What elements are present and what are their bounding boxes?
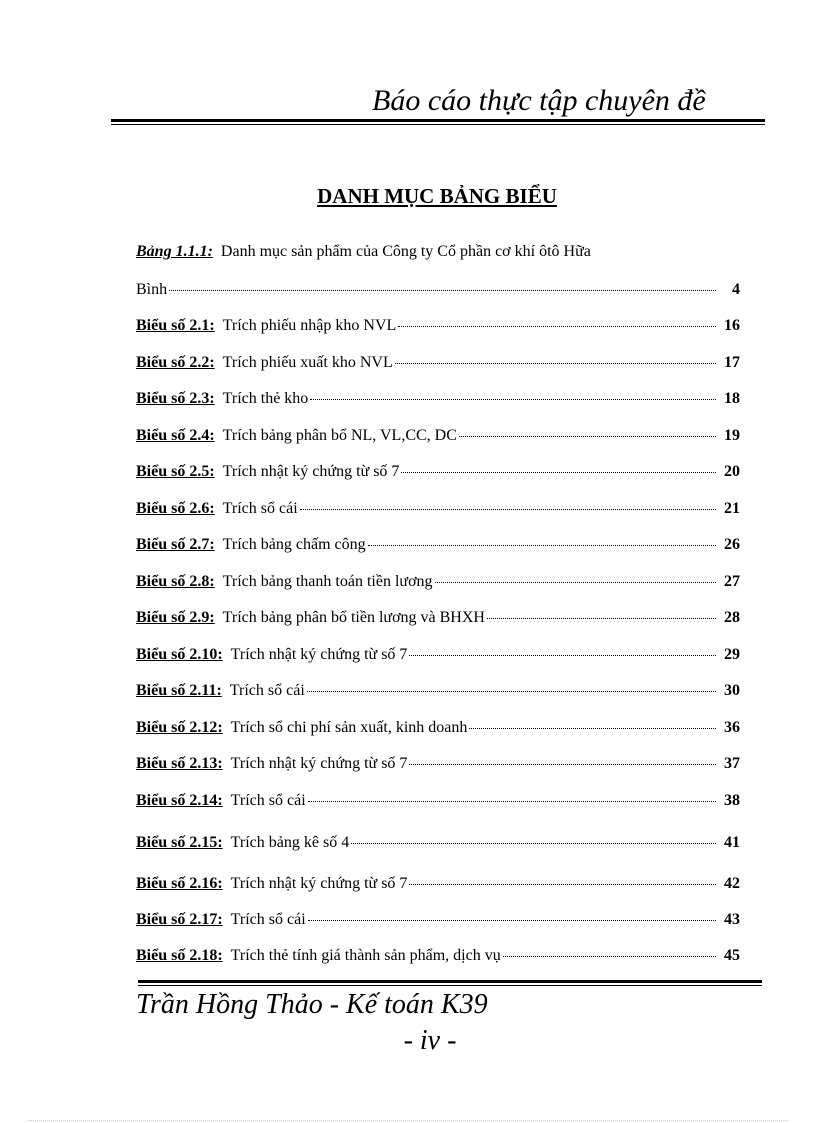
toc-entry-text: Trích thẻ tính giá thành sản phẩm, dịch vụ <box>230 947 501 964</box>
toc-entry-page: 27 <box>724 573 740 590</box>
toc-entry-label: Biểu số 2.3: <box>136 390 215 407</box>
toc-entry[interactable] <box>136 680 740 702</box>
dot-leader <box>409 654 716 656</box>
toc-entry-label: Biểu số 2.2: <box>136 354 215 371</box>
toc-entry-label: Biểu số 2.7: <box>136 536 215 553</box>
dot-leader <box>368 544 716 546</box>
toc-entry-label: Biểu số 2.16: <box>136 875 223 892</box>
toc-entry-page: 30 <box>724 682 740 699</box>
toc-entry-label: Biểu số 2.6: <box>136 500 215 517</box>
dot-leader <box>169 289 716 291</box>
dot-leader <box>351 842 716 844</box>
toc-entry[interactable] <box>136 790 740 812</box>
toc-entry-text: Trích sổ cái <box>222 500 298 517</box>
toc-entry[interactable] <box>136 571 740 593</box>
toc-entry-page: 38 <box>724 792 740 809</box>
toc-entry-label: Biểu số 2.14: <box>136 792 223 809</box>
toc-entry-text: Trích thẻ kho <box>222 390 309 407</box>
toc-entry-text: Danh mục sản phẩm của Công ty Cổ phần cơ khí ôtô Hữa <box>220 243 591 260</box>
dot-leader <box>395 362 716 364</box>
toc-entry-page: 41 <box>724 834 740 851</box>
header-rule-thick <box>111 119 765 122</box>
page-edge-divider <box>28 1120 788 1121</box>
dot-leader <box>409 763 716 765</box>
toc-entry[interactable] <box>136 534 740 556</box>
document-header-title: Báo cáo thực tập chuyên đề <box>372 84 706 117</box>
dot-leader <box>308 919 716 921</box>
toc-entry[interactable] <box>136 945 740 967</box>
dot-leader <box>401 471 716 473</box>
toc-entry-text: Trích bảng phân bổ tiền lương và BHXH <box>222 609 485 626</box>
footer-rule-thin <box>138 985 762 986</box>
dot-leader <box>310 398 716 400</box>
toc-entry[interactable] <box>136 388 740 410</box>
toc-entry[interactable] <box>136 909 740 931</box>
toc-entry[interactable] <box>136 832 740 854</box>
footer-rule-thick <box>138 980 762 983</box>
toc-entry[interactable] <box>136 607 740 629</box>
toc-entry-text: Trích sổ cái <box>230 792 306 809</box>
toc-entry-label: Biểu số 2.9: <box>136 609 215 626</box>
toc-entry-label: Biểu số 2.11: <box>136 682 222 699</box>
toc-entry[interactable] <box>136 425 740 447</box>
toc-entry-text: Trích sổ cái <box>230 911 306 928</box>
toc-entry-bang-1-1-1-continued[interactable] <box>136 279 740 301</box>
toc-entry-page: 18 <box>724 390 740 407</box>
dot-leader <box>308 800 716 802</box>
toc-entry-label: Biểu số 2.10: <box>136 646 223 663</box>
dot-leader <box>398 325 716 327</box>
toc-entry[interactable] <box>136 498 740 520</box>
toc-entry[interactable] <box>136 315 740 337</box>
toc-entry-text: Trích nhật ký chứng từ số 7 <box>230 646 408 663</box>
toc-entry-text: Trích sổ chi phí sản xuất, kinh doanh <box>230 719 468 736</box>
toc-entry-page: 42 <box>724 875 740 892</box>
toc-entry-text: Trích bảng chấm công <box>222 536 366 553</box>
toc-entry-text: Trích bảng phân bổ NL, VL,CC, DC <box>222 427 457 444</box>
toc-entry-label: Biểu số 2.13: <box>136 755 223 772</box>
toc-entry[interactable] <box>136 717 740 739</box>
toc-entry-page: 16 <box>724 317 740 334</box>
toc-entry-page: 20 <box>724 463 740 480</box>
toc-entry-label: Biểu số 2.5: <box>136 463 215 480</box>
toc-entry-page: 43 <box>724 911 740 928</box>
toc-entry-label: Biểu số 2.1: <box>136 317 215 334</box>
toc-entry-page: 36 <box>724 719 740 736</box>
toc-entry-page: 45 <box>724 947 740 964</box>
toc-entry-text: Trích bảng thanh toán tiền lương <box>222 573 433 590</box>
dot-leader <box>300 508 716 510</box>
toc-entry-page: 37 <box>724 755 740 772</box>
toc-entry-page: 17 <box>724 354 740 371</box>
toc-entry-page: 28 <box>724 609 740 626</box>
toc-entry-label: Bảng 1.1.1: <box>136 243 213 260</box>
toc-entry-page: 29 <box>724 646 740 663</box>
toc-entry-text: Trích phiếu xuất kho NVL <box>222 354 393 371</box>
toc-entry-bang-1-1-1[interactable] <box>136 241 740 263</box>
toc-entry-page: 19 <box>724 427 740 444</box>
page-number: - iv - <box>403 1025 457 1056</box>
toc-entry-text: Trích bảng kê số 4 <box>230 834 350 851</box>
toc-entry-label: Biểu số 2.18: <box>136 947 223 964</box>
toc-entry-page: 4 <box>732 281 740 298</box>
toc-entry-text: Trích sổ cái <box>229 682 305 699</box>
toc-entry-label: Biểu số 2.4: <box>136 427 215 444</box>
dot-leader <box>307 690 716 692</box>
toc-entry-text: Trích nhật ký chứng từ số 7 <box>230 875 408 892</box>
dot-leader <box>469 727 716 729</box>
toc-entry-text: Bình <box>136 281 168 298</box>
toc-entry[interactable] <box>136 461 740 483</box>
header-rule-thin <box>111 124 765 125</box>
toc-entry[interactable] <box>136 753 740 775</box>
toc-entry-label: Biểu số 2.17: <box>136 911 223 928</box>
toc-entry[interactable] <box>136 352 740 374</box>
toc-entry-text: Trích nhật ký chứng từ số 7 <box>230 755 408 772</box>
toc-entry-text: Trích phiếu nhập kho NVL <box>222 317 397 334</box>
dot-leader <box>409 883 716 885</box>
dot-leader <box>459 435 716 437</box>
dot-leader <box>487 617 716 619</box>
toc-entry-page: 21 <box>724 500 740 517</box>
toc-entry-label: Biểu số 2.8: <box>136 573 215 590</box>
dot-leader <box>435 581 716 583</box>
toc-entry-label: Biểu số 2.12: <box>136 719 223 736</box>
toc-entry[interactable] <box>136 873 740 895</box>
toc-entry-text: Trích nhật ký chứng từ số 7 <box>222 463 400 480</box>
toc-entry-label: Biểu số 2.15: <box>136 834 223 851</box>
dot-leader <box>503 955 716 957</box>
page-title: DANH MỤC BẢNG BIỂU <box>317 184 557 208</box>
footer-author: Trần Hồng Thảo - Kế toán K39 <box>136 989 488 1020</box>
toc-entry-page: 26 <box>724 536 740 553</box>
toc-entry[interactable] <box>136 644 740 666</box>
